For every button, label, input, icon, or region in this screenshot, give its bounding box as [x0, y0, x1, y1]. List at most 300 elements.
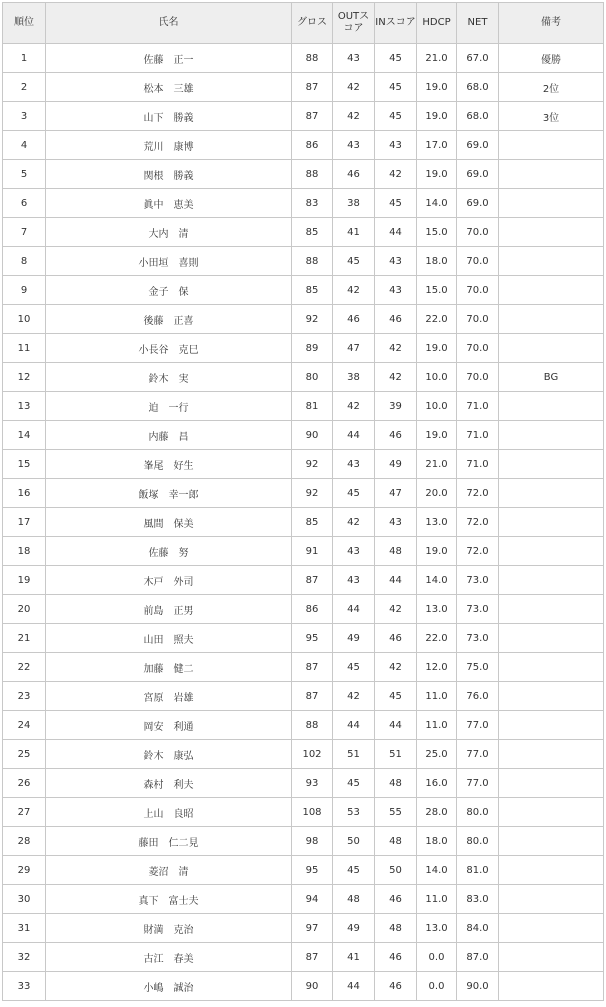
net-cell: 70.0 — [457, 334, 499, 363]
table-row — [3, 595, 604, 624]
hdcp-cell: 11.0 — [417, 711, 457, 740]
out-score-cell: 47 — [333, 334, 375, 363]
note-cell — [499, 334, 604, 363]
name-cell: 小田垣 喜則 — [46, 247, 292, 276]
name-cell: 鈴木 康弘 — [46, 740, 292, 769]
table-row — [3, 363, 604, 392]
note-cell — [499, 566, 604, 595]
rank-cell: 21 — [3, 624, 46, 653]
out-score-cell: 42 — [333, 73, 375, 102]
rank-cell: 1 — [3, 44, 46, 73]
in-score-cell: 43 — [375, 131, 417, 160]
name-cell: 財満 克治 — [46, 914, 292, 943]
name-cell: 佐藤 正一 — [46, 44, 292, 73]
net-cell: 77.0 — [457, 711, 499, 740]
rank-cell: 28 — [3, 827, 46, 856]
note-cell — [499, 189, 604, 218]
gross-cell: 90 — [292, 972, 333, 1001]
name-cell: 迫 一行 — [46, 392, 292, 421]
note-cell — [499, 218, 604, 247]
rank-cell: 33 — [3, 972, 46, 1001]
hdcp-cell: 25.0 — [417, 740, 457, 769]
note-cell — [499, 479, 604, 508]
name-cell: 前島 正男 — [46, 595, 292, 624]
header-gross: グロス — [292, 3, 333, 44]
out-score-cell: 45 — [333, 769, 375, 798]
out-score-cell: 38 — [333, 363, 375, 392]
gross-cell: 90 — [292, 421, 333, 450]
table-row — [3, 769, 604, 798]
hdcp-cell: 11.0 — [417, 885, 457, 914]
out-score-cell: 41 — [333, 218, 375, 247]
rank-cell: 18 — [3, 537, 46, 566]
rank-cell: 22 — [3, 653, 46, 682]
gross-cell: 83 — [292, 189, 333, 218]
out-score-cell: 44 — [333, 972, 375, 1001]
gross-cell: 88 — [292, 160, 333, 189]
rank-cell: 11 — [3, 334, 46, 363]
name-cell: 山下 勝義 — [46, 102, 292, 131]
results-body — [3, 44, 604, 1001]
in-score-cell: 44 — [375, 566, 417, 595]
table-row — [3, 450, 604, 479]
table-row — [3, 392, 604, 421]
table-row — [3, 276, 604, 305]
note-cell — [499, 276, 604, 305]
net-cell: 72.0 — [457, 537, 499, 566]
note-cell — [499, 943, 604, 972]
name-cell: 後藤 正喜 — [46, 305, 292, 334]
table-row — [3, 189, 604, 218]
header-net: NET — [457, 3, 499, 44]
name-cell: 佐藤 努 — [46, 537, 292, 566]
rank-cell: 10 — [3, 305, 46, 334]
name-cell: 関根 勝義 — [46, 160, 292, 189]
gross-cell: 85 — [292, 508, 333, 537]
out-score-cell: 44 — [333, 711, 375, 740]
out-score-cell: 43 — [333, 450, 375, 479]
net-cell: 73.0 — [457, 566, 499, 595]
header-in-score: INスコア — [375, 3, 417, 44]
note-cell — [499, 450, 604, 479]
net-cell: 69.0 — [457, 131, 499, 160]
out-score-cell: 44 — [333, 421, 375, 450]
gross-cell: 86 — [292, 131, 333, 160]
note-cell — [499, 885, 604, 914]
name-cell: 小嶋 誠治 — [46, 972, 292, 1001]
rank-cell: 23 — [3, 682, 46, 711]
out-score-cell: 45 — [333, 653, 375, 682]
rank-cell: 7 — [3, 218, 46, 247]
note-cell: 3位 — [499, 102, 604, 131]
net-cell: 68.0 — [457, 73, 499, 102]
out-score-cell: 49 — [333, 624, 375, 653]
table-row — [3, 508, 604, 537]
table-row — [3, 943, 604, 972]
in-score-cell: 46 — [375, 972, 417, 1001]
out-score-cell: 42 — [333, 508, 375, 537]
rank-cell: 15 — [3, 450, 46, 479]
in-score-cell: 42 — [375, 334, 417, 363]
name-cell: 加藤 健二 — [46, 653, 292, 682]
note-cell — [499, 711, 604, 740]
header-out-score: OUTスコア — [333, 3, 375, 44]
name-cell: 大内 清 — [46, 218, 292, 247]
table-row — [3, 102, 604, 131]
net-cell: 69.0 — [457, 189, 499, 218]
in-score-cell: 42 — [375, 653, 417, 682]
hdcp-cell: 11.0 — [417, 682, 457, 711]
net-cell: 77.0 — [457, 740, 499, 769]
hdcp-cell: 16.0 — [417, 769, 457, 798]
in-score-cell: 48 — [375, 537, 417, 566]
out-score-cell: 42 — [333, 392, 375, 421]
rank-cell: 4 — [3, 131, 46, 160]
net-cell: 90.0 — [457, 972, 499, 1001]
table-row — [3, 740, 604, 769]
out-score-cell: 45 — [333, 479, 375, 508]
table-row — [3, 421, 604, 450]
net-cell: 81.0 — [457, 856, 499, 885]
gross-cell: 95 — [292, 624, 333, 653]
net-cell: 68.0 — [457, 102, 499, 131]
rank-cell: 13 — [3, 392, 46, 421]
name-cell: 鈴木 実 — [46, 363, 292, 392]
note-cell — [499, 856, 604, 885]
out-score-cell: 44 — [333, 595, 375, 624]
hdcp-cell: 19.0 — [417, 160, 457, 189]
hdcp-cell: 19.0 — [417, 334, 457, 363]
net-cell: 67.0 — [457, 44, 499, 73]
net-cell: 77.0 — [457, 769, 499, 798]
gross-cell: 102 — [292, 740, 333, 769]
net-cell: 87.0 — [457, 943, 499, 972]
gross-cell: 91 — [292, 537, 333, 566]
name-cell: 木戸 外司 — [46, 566, 292, 595]
rank-cell: 19 — [3, 566, 46, 595]
in-score-cell: 46 — [375, 624, 417, 653]
note-cell — [499, 421, 604, 450]
table-row — [3, 914, 604, 943]
rank-cell: 32 — [3, 943, 46, 972]
note-cell — [499, 740, 604, 769]
hdcp-cell: 21.0 — [417, 450, 457, 479]
net-cell: 84.0 — [457, 914, 499, 943]
table-row — [3, 566, 604, 595]
in-score-cell: 46 — [375, 885, 417, 914]
rank-cell: 3 — [3, 102, 46, 131]
gross-cell: 93 — [292, 769, 333, 798]
name-cell: 菱沼 清 — [46, 856, 292, 885]
note-cell — [499, 624, 604, 653]
net-cell: 80.0 — [457, 798, 499, 827]
name-cell: 金子 保 — [46, 276, 292, 305]
gross-cell: 88 — [292, 44, 333, 73]
in-score-cell: 43 — [375, 508, 417, 537]
gross-cell: 80 — [292, 363, 333, 392]
header-rank: 順位 — [3, 3, 46, 44]
out-score-cell: 42 — [333, 102, 375, 131]
note-cell — [499, 247, 604, 276]
header-hdcp: HDCP — [417, 3, 457, 44]
out-score-cell: 43 — [333, 537, 375, 566]
rank-cell: 8 — [3, 247, 46, 276]
rank-cell: 17 — [3, 508, 46, 537]
name-cell: 眞中 恵美 — [46, 189, 292, 218]
table-row — [3, 131, 604, 160]
name-cell: 真下 富士夫 — [46, 885, 292, 914]
in-score-cell: 46 — [375, 943, 417, 972]
net-cell: 73.0 — [457, 624, 499, 653]
in-score-cell: 45 — [375, 102, 417, 131]
table-row — [3, 624, 604, 653]
net-cell: 71.0 — [457, 450, 499, 479]
name-cell: 峯尾 好生 — [46, 450, 292, 479]
rank-cell: 9 — [3, 276, 46, 305]
gross-cell: 87 — [292, 73, 333, 102]
name-cell: 森村 利夫 — [46, 769, 292, 798]
gross-cell: 87 — [292, 653, 333, 682]
hdcp-cell: 18.0 — [417, 247, 457, 276]
table-row — [3, 827, 604, 856]
gross-cell: 85 — [292, 276, 333, 305]
name-cell: 松本 三雄 — [46, 73, 292, 102]
hdcp-cell: 19.0 — [417, 102, 457, 131]
hdcp-cell: 28.0 — [417, 798, 457, 827]
table-row — [3, 160, 604, 189]
hdcp-cell: 15.0 — [417, 276, 457, 305]
in-score-cell: 43 — [375, 247, 417, 276]
net-cell: 72.0 — [457, 479, 499, 508]
net-cell: 70.0 — [457, 363, 499, 392]
note-cell — [499, 537, 604, 566]
in-score-cell: 46 — [375, 305, 417, 334]
out-score-cell: 51 — [333, 740, 375, 769]
in-score-cell: 48 — [375, 827, 417, 856]
hdcp-cell: 14.0 — [417, 566, 457, 595]
rank-cell: 31 — [3, 914, 46, 943]
hdcp-cell: 0.0 — [417, 943, 457, 972]
table-row — [3, 653, 604, 682]
name-cell: 内藤 昌 — [46, 421, 292, 450]
gross-cell: 95 — [292, 856, 333, 885]
net-cell: 80.0 — [457, 827, 499, 856]
net-cell: 75.0 — [457, 653, 499, 682]
hdcp-cell: 19.0 — [417, 73, 457, 102]
hdcp-cell: 17.0 — [417, 131, 457, 160]
out-score-cell: 38 — [333, 189, 375, 218]
name-cell: 岡安 利通 — [46, 711, 292, 740]
out-score-cell: 49 — [333, 914, 375, 943]
out-score-cell: 43 — [333, 44, 375, 73]
gross-cell: 92 — [292, 450, 333, 479]
net-cell: 76.0 — [457, 682, 499, 711]
hdcp-cell: 21.0 — [417, 44, 457, 73]
in-score-cell: 48 — [375, 914, 417, 943]
gross-cell: 81 — [292, 392, 333, 421]
rank-cell: 26 — [3, 769, 46, 798]
out-score-cell: 46 — [333, 160, 375, 189]
table-row — [3, 856, 604, 885]
table-row — [3, 682, 604, 711]
net-cell: 72.0 — [457, 508, 499, 537]
note-cell — [499, 508, 604, 537]
net-cell: 71.0 — [457, 421, 499, 450]
note-cell — [499, 392, 604, 421]
in-score-cell: 42 — [375, 595, 417, 624]
header-name: 氏名 — [46, 3, 292, 44]
rank-cell: 6 — [3, 189, 46, 218]
hdcp-cell: 13.0 — [417, 914, 457, 943]
name-cell: 風間 保美 — [46, 508, 292, 537]
table-row — [3, 798, 604, 827]
hdcp-cell: 10.0 — [417, 363, 457, 392]
table-row — [3, 305, 604, 334]
header-note: 備考 — [499, 3, 604, 44]
name-cell: 古江 春美 — [46, 943, 292, 972]
gross-cell: 86 — [292, 595, 333, 624]
name-cell: 藤田 仁二見 — [46, 827, 292, 856]
out-score-cell: 50 — [333, 827, 375, 856]
hdcp-cell: 19.0 — [417, 537, 457, 566]
out-score-cell: 53 — [333, 798, 375, 827]
gross-cell: 89 — [292, 334, 333, 363]
rank-cell: 27 — [3, 798, 46, 827]
gross-cell: 87 — [292, 102, 333, 131]
rank-cell: 16 — [3, 479, 46, 508]
rank-cell: 14 — [3, 421, 46, 450]
gross-cell: 87 — [292, 682, 333, 711]
in-score-cell: 43 — [375, 276, 417, 305]
out-score-cell: 43 — [333, 566, 375, 595]
note-cell — [499, 682, 604, 711]
hdcp-cell: 12.0 — [417, 653, 457, 682]
in-score-cell: 45 — [375, 73, 417, 102]
in-score-cell: 55 — [375, 798, 417, 827]
out-score-cell: 45 — [333, 856, 375, 885]
hdcp-cell: 0.0 — [417, 972, 457, 1001]
hdcp-cell: 22.0 — [417, 624, 457, 653]
hdcp-cell: 14.0 — [417, 189, 457, 218]
gross-cell: 98 — [292, 827, 333, 856]
hdcp-cell: 20.0 — [417, 479, 457, 508]
results-table — [2, 2, 604, 1001]
rank-cell: 30 — [3, 885, 46, 914]
rank-cell: 25 — [3, 740, 46, 769]
gross-cell: 87 — [292, 943, 333, 972]
table-row — [3, 711, 604, 740]
in-score-cell: 48 — [375, 769, 417, 798]
net-cell: 83.0 — [457, 885, 499, 914]
gross-cell: 88 — [292, 711, 333, 740]
table-row — [3, 44, 604, 73]
name-cell: 上山 良昭 — [46, 798, 292, 827]
gross-cell: 108 — [292, 798, 333, 827]
table-row — [3, 537, 604, 566]
hdcp-cell: 14.0 — [417, 856, 457, 885]
note-cell: 優勝 — [499, 44, 604, 73]
rank-cell: 12 — [3, 363, 46, 392]
note-cell — [499, 160, 604, 189]
header-row — [3, 3, 604, 44]
name-cell: 山田 照夫 — [46, 624, 292, 653]
table-row — [3, 885, 604, 914]
out-score-cell: 42 — [333, 276, 375, 305]
in-score-cell: 50 — [375, 856, 417, 885]
note-cell — [499, 972, 604, 1001]
rank-cell: 20 — [3, 595, 46, 624]
in-score-cell: 45 — [375, 682, 417, 711]
out-score-cell: 48 — [333, 885, 375, 914]
out-score-cell: 42 — [333, 682, 375, 711]
net-cell: 73.0 — [457, 595, 499, 624]
table-row — [3, 247, 604, 276]
in-score-cell: 42 — [375, 160, 417, 189]
in-score-cell: 45 — [375, 189, 417, 218]
hdcp-cell: 13.0 — [417, 508, 457, 537]
note-cell — [499, 798, 604, 827]
hdcp-cell: 19.0 — [417, 421, 457, 450]
rank-cell: 29 — [3, 856, 46, 885]
net-cell: 71.0 — [457, 392, 499, 421]
gross-cell: 92 — [292, 305, 333, 334]
note-cell — [499, 131, 604, 160]
gross-cell: 92 — [292, 479, 333, 508]
note-cell — [499, 769, 604, 798]
name-cell: 飯塚 幸一郎 — [46, 479, 292, 508]
out-score-cell: 41 — [333, 943, 375, 972]
net-cell: 70.0 — [457, 276, 499, 305]
gross-cell: 97 — [292, 914, 333, 943]
name-cell: 宮原 岩雄 — [46, 682, 292, 711]
in-score-cell: 44 — [375, 218, 417, 247]
rank-cell: 5 — [3, 160, 46, 189]
net-cell: 69.0 — [457, 160, 499, 189]
table-row — [3, 334, 604, 363]
in-score-cell: 46 — [375, 421, 417, 450]
in-score-cell: 44 — [375, 711, 417, 740]
in-score-cell: 42 — [375, 363, 417, 392]
in-score-cell: 45 — [375, 44, 417, 73]
note-cell: BG — [499, 363, 604, 392]
name-cell: 荒川 康博 — [46, 131, 292, 160]
hdcp-cell: 18.0 — [417, 827, 457, 856]
in-score-cell: 47 — [375, 479, 417, 508]
net-cell: 70.0 — [457, 218, 499, 247]
in-score-cell: 49 — [375, 450, 417, 479]
table-row — [3, 972, 604, 1001]
name-cell: 小長谷 克巳 — [46, 334, 292, 363]
note-cell — [499, 827, 604, 856]
hdcp-cell: 10.0 — [417, 392, 457, 421]
hdcp-cell: 22.0 — [417, 305, 457, 334]
hdcp-cell: 13.0 — [417, 595, 457, 624]
note-cell — [499, 653, 604, 682]
rank-cell: 24 — [3, 711, 46, 740]
net-cell: 70.0 — [457, 305, 499, 334]
out-score-cell: 46 — [333, 305, 375, 334]
note-cell — [499, 305, 604, 334]
hdcp-cell: 15.0 — [417, 218, 457, 247]
note-cell: 2位 — [499, 73, 604, 102]
gross-cell: 85 — [292, 218, 333, 247]
gross-cell: 94 — [292, 885, 333, 914]
table-row — [3, 218, 604, 247]
out-score-cell: 45 — [333, 247, 375, 276]
table-row — [3, 73, 604, 102]
net-cell: 70.0 — [457, 247, 499, 276]
out-score-cell: 43 — [333, 131, 375, 160]
